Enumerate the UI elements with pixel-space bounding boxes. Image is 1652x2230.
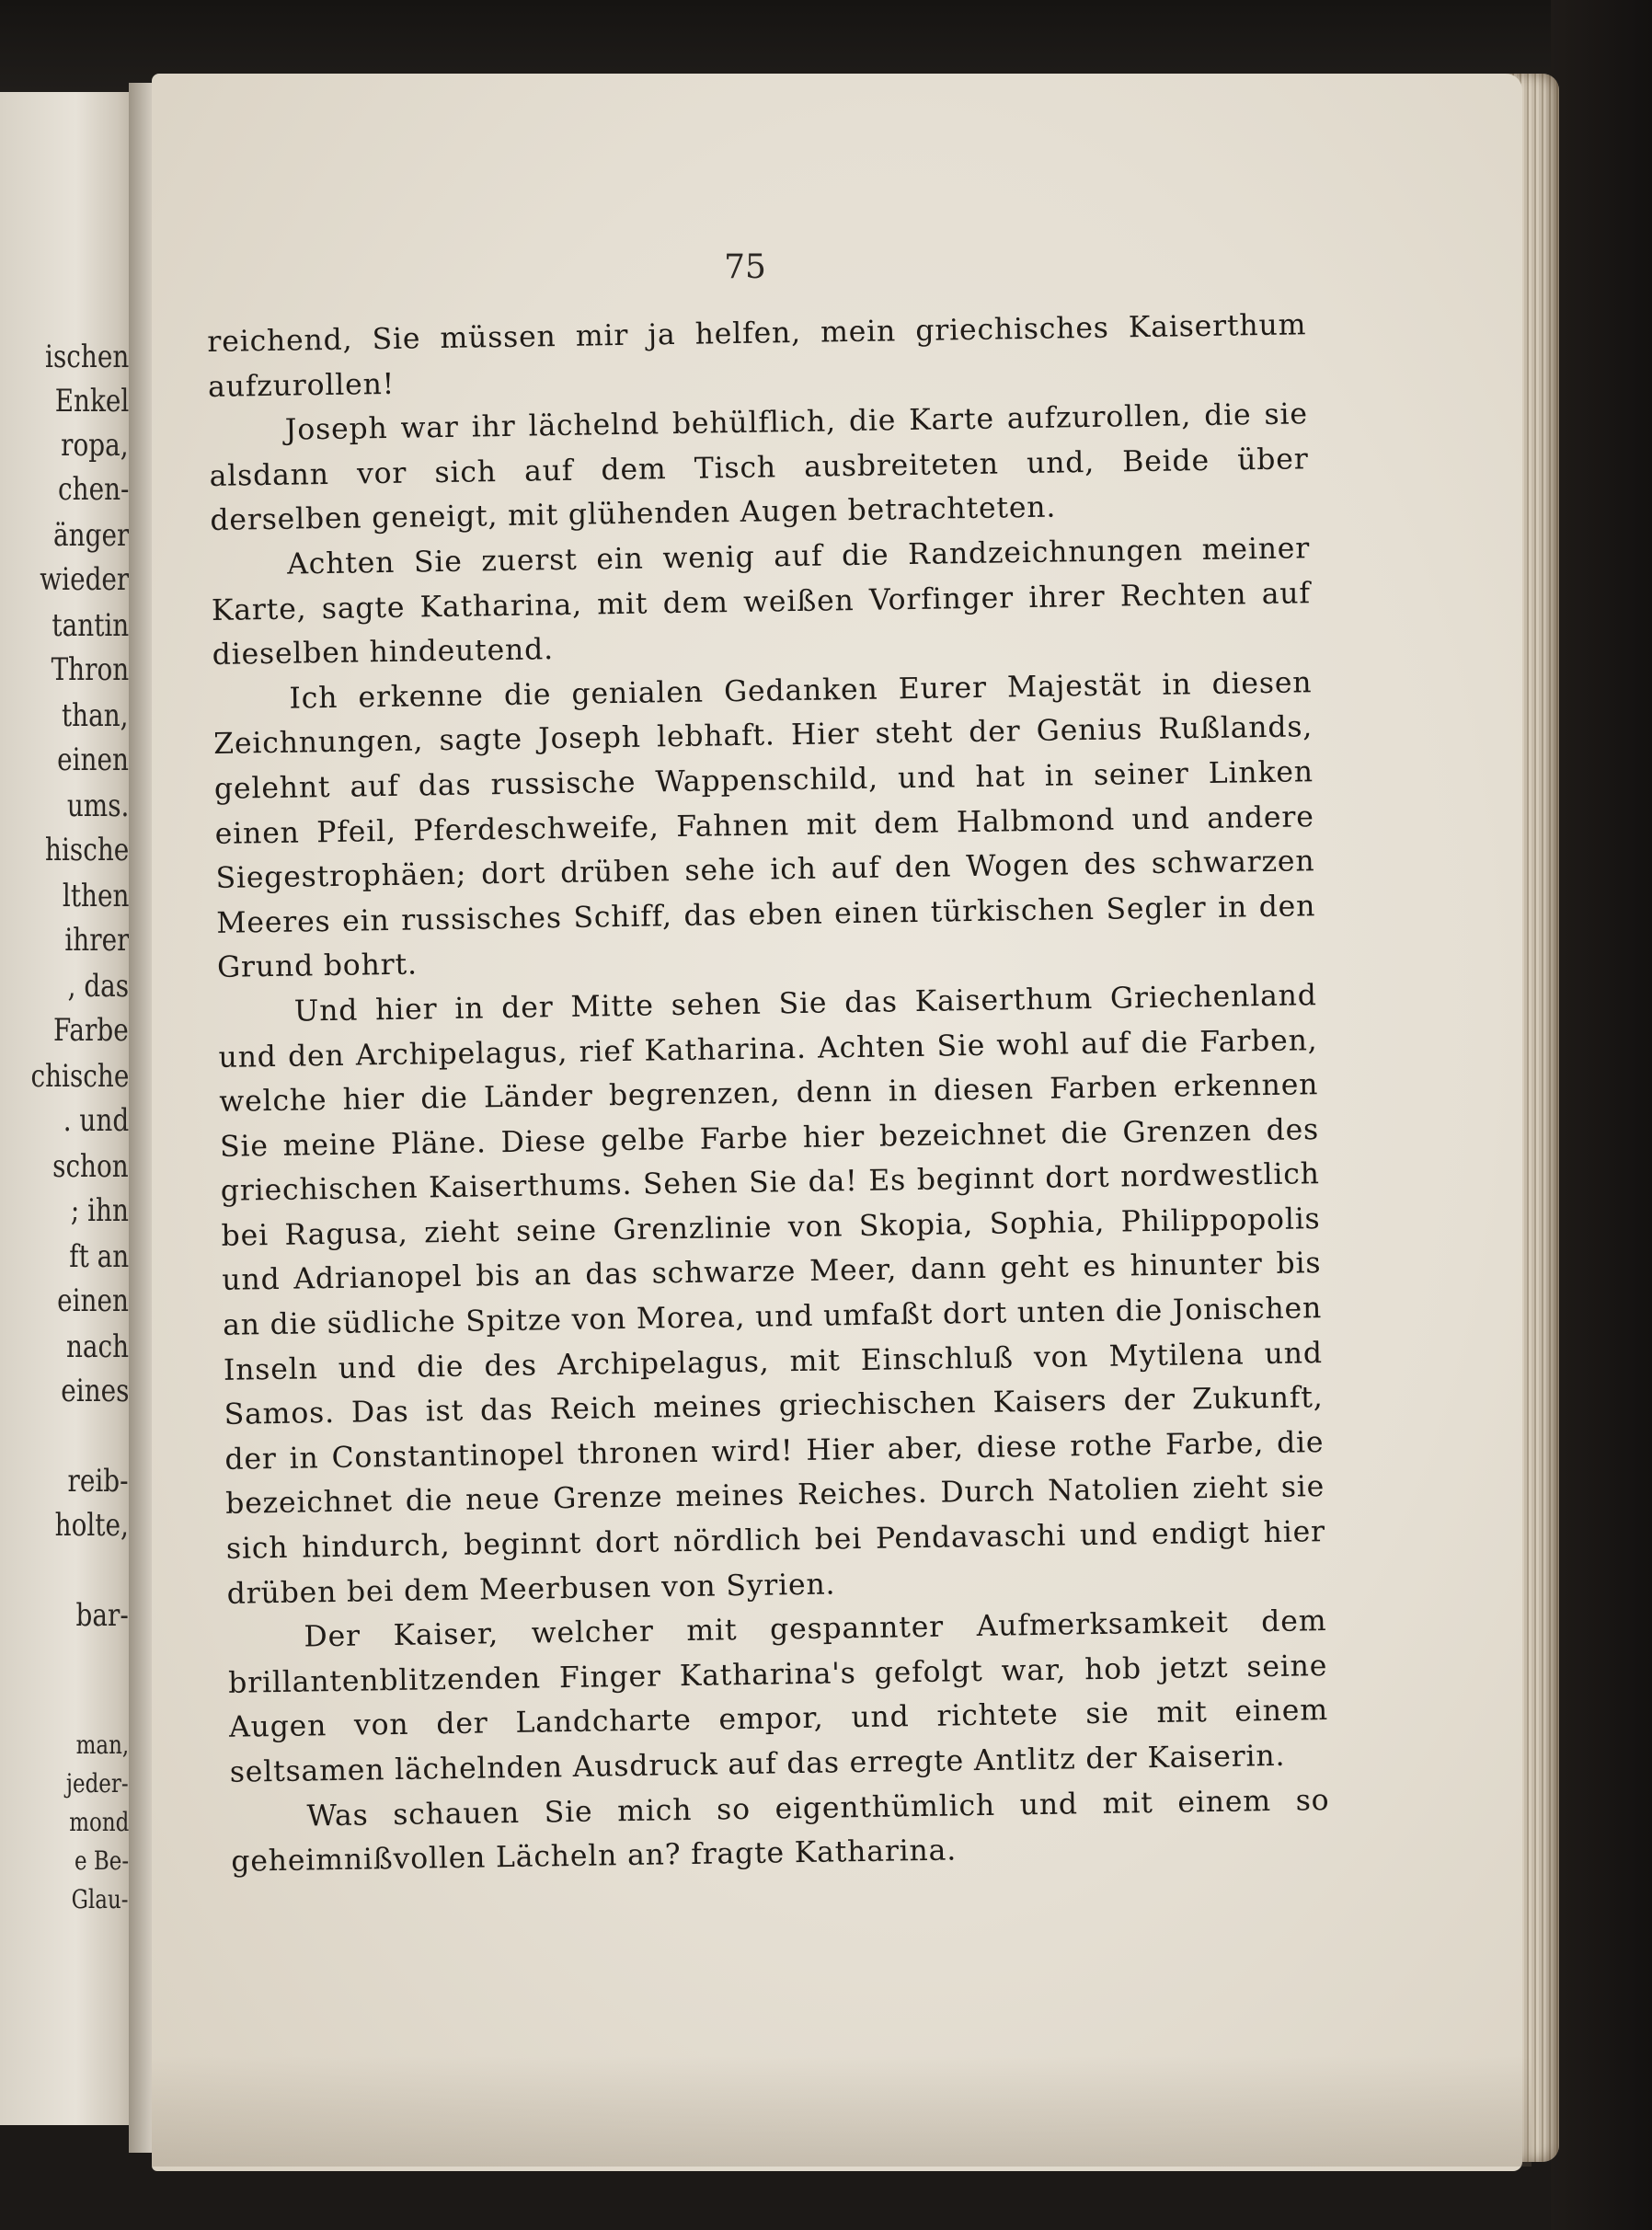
facing-page-fragment: chische [30, 1058, 129, 1095]
paragraph: Achten Sie zuerst ein wenig auf die Randzeichnungen meiner Karte, sagte Katharina, mit dem weißen Vorfinger ihrer Rechten auf dieselben hindeutend. [211, 532, 1312, 672]
facing-page-fragment: Farbe [53, 1012, 129, 1049]
facing-page-fragment: chen- [57, 471, 129, 508]
facing-page-fragment: lthen [62, 878, 129, 914]
paragraph: Und hier in der Mitte sehen Sie das Kaiserthum Griechenland und den Archipelagus, rief Katharina. Achten Sie wohl auf die Farben, welche hier die Länder begrenzen, denn in diesen Farben erkennen Sie meine Pläne. Diese gelbe Farbe hier bezeichnet die Grenzen des griechischen Kaiserthums. Sehen Sie da! Es beginnt dort nordwestlich bei Ragusa, zieht seine Grenzlinie von Skopia, Sophia, Philippopolis und Adrianopel bis an das schwarze Meer, dann geht es hinunter bis an die südliche Spitze von Morea, und umfaßt dort unten die Jonischen Inseln und die des Archipelagus, mit Einschluß von Mytilena und Samos. Das ist das Reich meines griechischen Kaisers der Zukunft, der in Constantinopel thronen wird! Hier aber, diese rothe Farbe, die bezeichnet die neue Grenze meines Reiches. Durch Natolien zieht sie sich hindurch, beginnt dort nördlich bei Pendavaschi und endigt hier drüben bei dem Meerbusen von Syrien. [218, 979, 1326, 1611]
facing-page-fragment: schon [52, 1148, 129, 1185]
page-number: 75 [724, 248, 766, 286]
facing-page-left [0, 92, 138, 2125]
paragraph: Ich erkenne die genialen Gedanken Eurer Majestät in diesen Zeichnungen, sagte Joseph lebhaft. Hier steht der Genius Rußlands, gelehnt auf das russische Wappenschild, und hat in seiner Linken einen Pfeil, Pferdeschweife, Fahnen mit dem Halbmond und andere Siegestrophäen; dort drüben sehe ich auf den Wogen des schwarzen Meeres ein russisches Schiff, das eben einen türkischen Segler in den Grund bohrt. [212, 665, 1316, 985]
facing-page-fragment: jeder- [66, 1768, 129, 1799]
facing-page-fragment: ft an [69, 1238, 129, 1275]
paragraph: reichend, Sie müssen mir ja helfen, mein griechisches Kaiserthum aufzurollen! [207, 308, 1307, 404]
page-shading [152, 2056, 1532, 2167]
facing-page-fragment: man, [75, 1730, 129, 1760]
facing-page-fragment: nach [65, 1328, 129, 1365]
page-body-text [207, 303, 1331, 1884]
facing-page-fragment: ; ihn [70, 1192, 129, 1229]
facing-page-fragment: einen [57, 1282, 129, 1319]
facing-page-fragment: bar- [75, 1597, 129, 1634]
facing-page-fragment: reib- [67, 1463, 129, 1500]
facing-page-fragment: ropa, [61, 427, 129, 464]
facing-page-fragment: wieder [40, 561, 129, 598]
facing-page-fragment: einen [57, 741, 129, 778]
facing-page-fragment: tantin [52, 607, 129, 644]
facing-page-fragment: hische [44, 832, 129, 868]
facing-page-fragment: mond [68, 1807, 129, 1837]
paragraph: Joseph war ihr lächelnd behülflich, die Karte aufzurollen, die sie alsdann vor sich auf dem Tisch ausbreiteten und, Beide über derselben geneigt, mit glühenden Augen betrachteten. [209, 397, 1309, 538]
paragraph: Der Kaiser, welcher mit gespannter Aufmerksamkeit dem brillantenblitzenden Finger Katharina's gefolgt war, hob jetzt seine Augen von der Landcharte empor, und richtete sie mit einem seltsamen lächelnden Ausdruck auf das erregte Antlitz der Kaiserin. [227, 1604, 1329, 1789]
facing-page-fragment: eines [60, 1373, 129, 1409]
facing-page-fragment: . und [63, 1102, 129, 1139]
dark-background-right [1551, 0, 1652, 2230]
facing-page-fragment: Enkel [54, 383, 129, 420]
facing-page-fragment: ihrer [63, 922, 129, 959]
facing-page-fragment: than, [62, 697, 129, 734]
paragraph: Was schauen Sie mich so eigenthümlich und mit einem so geheimnißvollen Lächeln an? fragte Katharina. [231, 1783, 1330, 1879]
facing-page-fragment: Thron [51, 651, 129, 688]
facing-page-fragment: ums. [66, 787, 129, 824]
facing-page-fragment: , das [67, 968, 129, 1005]
facing-page-fragment: Glau- [72, 1884, 129, 1914]
facing-page-fragment: e Be- [74, 1845, 129, 1876]
facing-page-fragment: änger [52, 517, 129, 554]
facing-page-fragment: ischen [44, 339, 129, 375]
facing-page-fragment: holte, [54, 1507, 129, 1544]
